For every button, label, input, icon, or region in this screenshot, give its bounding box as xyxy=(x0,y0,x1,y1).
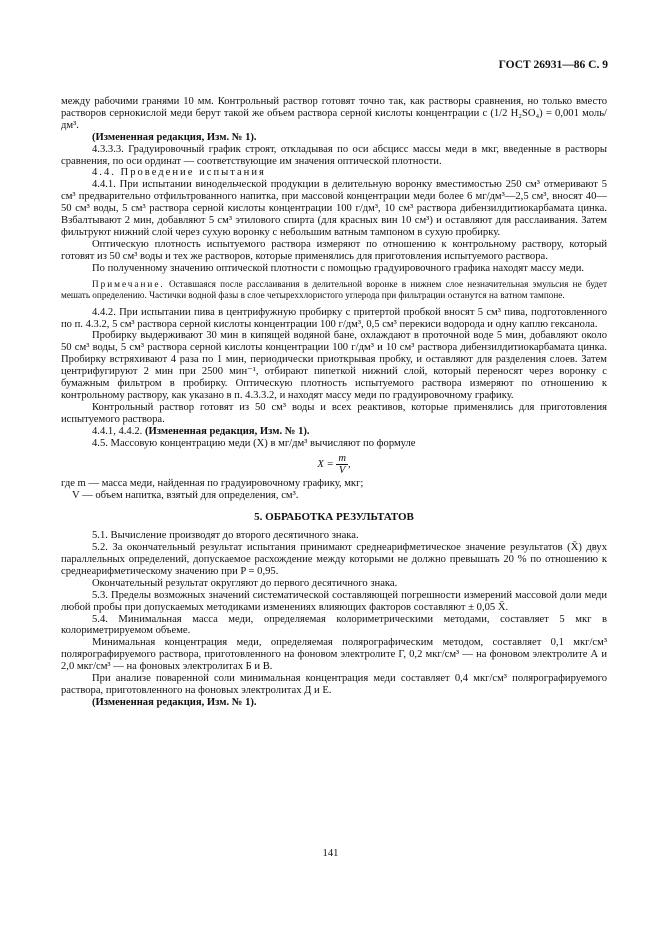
formula-fraction xyxy=(336,453,348,476)
note-label: Примечание. xyxy=(92,278,165,289)
section-heading: 5. ОБРАБОТКА РЕЗУЛЬТАТОВ xyxy=(254,511,414,524)
page-header: ГОСТ 26931—86 С. 9 xyxy=(498,59,608,71)
note-text: Оставшаяся после расслаивания в делительной воронке в нижнем слое незначительная эмульсия не будет мешать определению. Частички водной фазы в слое четыреххлористого углерода при фильтрации останутся на ватном тампоне. xyxy=(61,278,608,300)
paragraph: Минимальная концентрация меди, определяемая полярографическим методом, составляет 0,1 мкг/см³ полярографируемого раствора, приготовленного на фоновом электролите Г, 0,2 мкг/см³ — на фоновом электролите А и 2,0 мкг/см³ — на фоновых электролитах Б и В. xyxy=(61,637,607,673)
amendment-note: (Измененная редакция, Изм. № 1). xyxy=(92,696,257,708)
paragraph: 5.3. Пределы возможных значений систематической составляющей погрешности измерений массовой доли меди любой пробы при допускаемых методиками изменениях влияющих факторов составляют ± 0,05 X̄. xyxy=(61,589,607,613)
paragraph: 4.4.2. При испытании пива в центрифужную пробирку с притертой пробкой вносят 5 см³ пива, подготовленного по п. 4.3.2, 5 см³ раствора серной кислоты концентрации 100 г/дм³, 0,5 см³ перекиси водорода и одну каплю гексанола. xyxy=(61,306,607,330)
subsection-heading: 4.4. Проведение испытания xyxy=(92,167,266,179)
paragraph: 5.2. За окончательный результат испытания принимают среднеарифметическое значение результатов (X̄) двух параллельных определений, допускаемое расхождение между которыми не должно превышать 20 % по отношению к среднеарифметическому значению при P = 0,95. xyxy=(61,542,607,577)
body-column xyxy=(61,96,607,709)
where-line: V — объем напитка, взятый для определения, см³. xyxy=(72,490,299,502)
amendment-note: (Измененная редакция, Изм. № 1). xyxy=(92,131,257,143)
where-line: где m — масса меди, найденная по градуировочному графику, мкг; xyxy=(61,478,364,490)
note xyxy=(61,279,607,301)
formula-lhs: X = xyxy=(317,459,334,471)
page-number: 141 xyxy=(322,848,339,859)
formula-numerator: m xyxy=(338,453,346,465)
paragraph: 5.1. Вычисление производят до второго десятичного знака. xyxy=(92,530,359,542)
amendment-text: (Измененная редакция, Изм. № 1). xyxy=(144,425,310,437)
amendment-note xyxy=(61,426,607,438)
amendment-clauses: 4.4.1, 4.4.2. xyxy=(92,425,143,437)
paragraph: 4.5. Массовую концентрацию меди (X) в мг/дм³ вычисляют по формуле xyxy=(92,437,416,449)
formula-end: , xyxy=(347,459,351,471)
paragraph: 4.4.1. При испытании винодельческой продукции в делительную воронку вместимостью 250 см³ отмеривают 5 см³ предварительно отфильтрованного напитка, при массовой концентрации меди более 6 мг/дм³—2,5 см³, вносят 40—50 см³ воды, 5 см³ раствора серной кислоты концентрации 100 г/дм³, 10 см³ раствора дибензилдитиокарбамата цинка. Взбалтывают 2 мин, добавляют 5 см³ этилового спирта (для красных вин 10 см³) и оставляют для расслаивания. Затем фильтруют нижний слой через сухую воронку с небольшим ватным тампоном в сухую пробирку. xyxy=(61,179,607,238)
paragraph: Окончательный результат округляют до первого десятичного знака. xyxy=(92,577,398,589)
paragraph: 5.4. Минимальная масса меди, определяемая колориметрическими методами, составляет 5 мкг в колориметрируемом объеме. xyxy=(61,613,607,637)
paragraph: между рабочими гранями 10 мм. Контрольный раствор готовят точно так, как растворы сравнения, но только вместо растворов сернокислой меди берут такой же объем раствора серной кислоты концентрации c (1/2 H₂SO₄) = 0,001 моль/дм³. xyxy=(61,96,607,131)
paragraph: 4.3.3.3. Градуировочный график строят, откладывая по оси абсцисс массы меди в мкг, введенные в растворы сравнения, по оси ординат — соответствующие им значения оптической плотности. xyxy=(61,143,607,167)
formula xyxy=(61,453,607,476)
paragraph: По полученному значению оптической плотности с помощью градуировочного графика находят массу меди. xyxy=(92,262,585,274)
paragraph: Контрольный раствор готовят из 50 см³ воды и всех реактивов, которые применялись для приготовления испытуемого раствора. xyxy=(61,401,607,425)
paragraph: При анализе поваренной соли минимальная концентрация меди составляет 0,4 мкг/см³ полярографируемого раствора, приготовленного на фоновых электролитах Д и Е. xyxy=(61,673,607,696)
formula-denominator: V xyxy=(338,465,346,477)
paragraph: Оптическую плотность испытуемого раствора измеряют по отношению к контрольному раствору, который готовят из 50 см³ воды и тех же растворов, которые применялись для приготовления испытуемого раствора. xyxy=(61,238,607,262)
paragraph: Пробирку выдерживают 30 мин в кипящей водяной бане, охлаждают в проточной воде 5 мин, добавляют около 50 см³ воды, 5 см³ раствора серной кислоты концентрации 100 г/дм³ и 10 см³ раствора дибензилдитиокарбамата цинка. Пробирку встряхивают 4 раза по 1 мин, периодически приоткрывая пробку, и оставляют для разделения слоев. Затем центрифугируют 2 мин при 2500 мин⁻¹, отбирают пипеткой нижний слой, который переносят через воронку с бумажным фильтром в пробирку. Оптическую плотность испытуемого раствора измеряют по отношению к контрольному раствору, как указано в п. 4.3.3.2, и находят массу меди по градуировочному графику. xyxy=(61,330,607,401)
